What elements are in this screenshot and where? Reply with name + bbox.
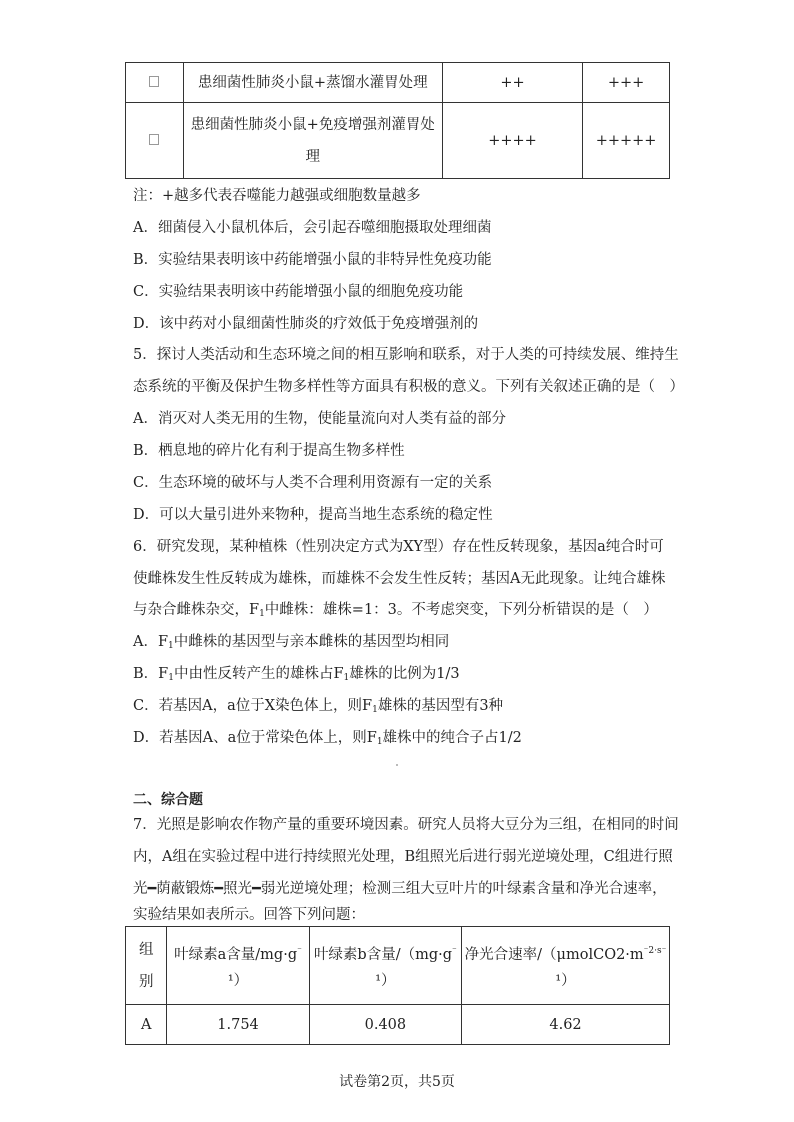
page-footer: 试卷第2页，共5页 bbox=[339, 1074, 455, 1090]
header-chl-a: 叶绿素a含量/mg·g⁻ ¹） bbox=[167, 927, 309, 1005]
treatment-table bbox=[125, 62, 670, 179]
q6-stem: 与杂合雌株杂交，$F_1$中雌株：雄株=1：3。不考虑突变，下列分析错误的是（ ） bbox=[133, 602, 658, 619]
q4-option-d: D．该中药对小鼠细菌性肺炎的疗效低于免疫增强剂的 bbox=[133, 316, 479, 332]
q4-option-a: A．细菌侵入小鼠机体后，会引起吞噬细胞摄取处理细菌 bbox=[133, 220, 492, 236]
treatment-label: 患细菌性肺炎小鼠+免疫增强剂灌胃处 理 bbox=[183, 103, 442, 179]
cell-rate: 4.62 bbox=[462, 1005, 670, 1045]
value-cell: ++ bbox=[442, 63, 582, 103]
q4-option-c: C．实验结果表明该中药能增强小鼠的细胞免疫功能 bbox=[133, 284, 464, 300]
q6-option-b: B．$F_1$中由性反转产生的雄株占$F_1$雄株的比例为1/3 bbox=[133, 666, 460, 683]
header-chl-b: 叶绿素b含量/（mg·g⁻ ¹） bbox=[309, 927, 461, 1005]
q6-option-d: D．若基因A、a位于常染色体上，则$F_1$雄株中的纯合子占1/2 bbox=[133, 730, 522, 747]
header-group: 组 别 bbox=[126, 927, 167, 1005]
q7-stem: 7．光照是影响农作物产量的重要环境因素。研究人员将大豆分为三组，在相同的时间 bbox=[133, 817, 679, 833]
value-cell: +++ bbox=[583, 63, 670, 103]
q5-option-a: A．消灭对人类无用的生物，使能量流向对人类有益的部分 bbox=[133, 411, 506, 427]
row-marker bbox=[126, 103, 184, 179]
q7-stem: 实验结果如表所示。回答下列问题： bbox=[133, 907, 365, 923]
q7-stem: 内，A组在实验过程中进行持续照光处理，B组照光后进行弱光逆境处理，C组进行照 bbox=[133, 849, 673, 865]
q6-stem: 6．研究发现，某种植株（性别决定方式为XY型）存在性反转现象，基因a纯合时可 bbox=[133, 539, 664, 555]
q5-stem: 5．探讨人类活动和生态环境之间的相互影响和联系，对于人类的可持续发展、维持生 bbox=[133, 347, 679, 363]
q5-option-c: C．生态环境的破坏与人类不合理利用资源有一定的关系 bbox=[133, 475, 493, 491]
treatment-label: 患细菌性肺炎小鼠+蒸馏水灌胃处理 bbox=[183, 63, 442, 103]
table-note: 注：+越多代表吞噬能力越强或细胞数量越多 bbox=[133, 188, 421, 204]
cell-chl-b: 0.408 bbox=[309, 1005, 461, 1045]
q6-stem: 使雌株发生性反转成为雄株，而雄株不会发生性反转；基因A无此现象。让纯合雄株 bbox=[133, 571, 666, 587]
section-title: 二、综合题 bbox=[133, 792, 203, 808]
q5-stem: 态系统的平衡及保护生物多样性等方面具有积极的意义。下列有关叙述正确的是（ ） bbox=[133, 379, 684, 395]
row-marker bbox=[126, 63, 184, 103]
q4-option-b: B．实验结果表明该中药能增强小鼠的非特异性免疫功能 bbox=[133, 252, 492, 268]
cell-chl-a: 1.754 bbox=[167, 1005, 309, 1045]
q6-option-c: C．若基因A，a位于X染色体上，则$F_1$雄株的基因型有3种 bbox=[133, 698, 504, 715]
q5-option-b: B．栖息地的碎片化有利于提高生物多样性 bbox=[133, 443, 405, 459]
value-cell: +++++ bbox=[583, 103, 670, 179]
page-dot bbox=[396, 764, 398, 766]
results-table bbox=[125, 926, 670, 1045]
q7-stem: 光━荫蔽锻炼━照光━弱光逆境处理；检测三组大豆叶片的叶绿素含量和净光合速率， bbox=[133, 881, 667, 897]
value-cell: ++++ bbox=[442, 103, 582, 179]
header-rate: 净光合速率$/(\mu molCO2\cdot m^{^-2\cdot s^-}$ ¹） bbox=[462, 927, 670, 1005]
cell-group: A bbox=[126, 1005, 167, 1045]
q5-option-d: D．可以大量引进外来物种，提高当地生态系统的稳定性 bbox=[133, 507, 493, 523]
q6-option-a: A．$F_1$中雌株的基因型与亲本雌株的基因型均相同 bbox=[133, 634, 450, 651]
